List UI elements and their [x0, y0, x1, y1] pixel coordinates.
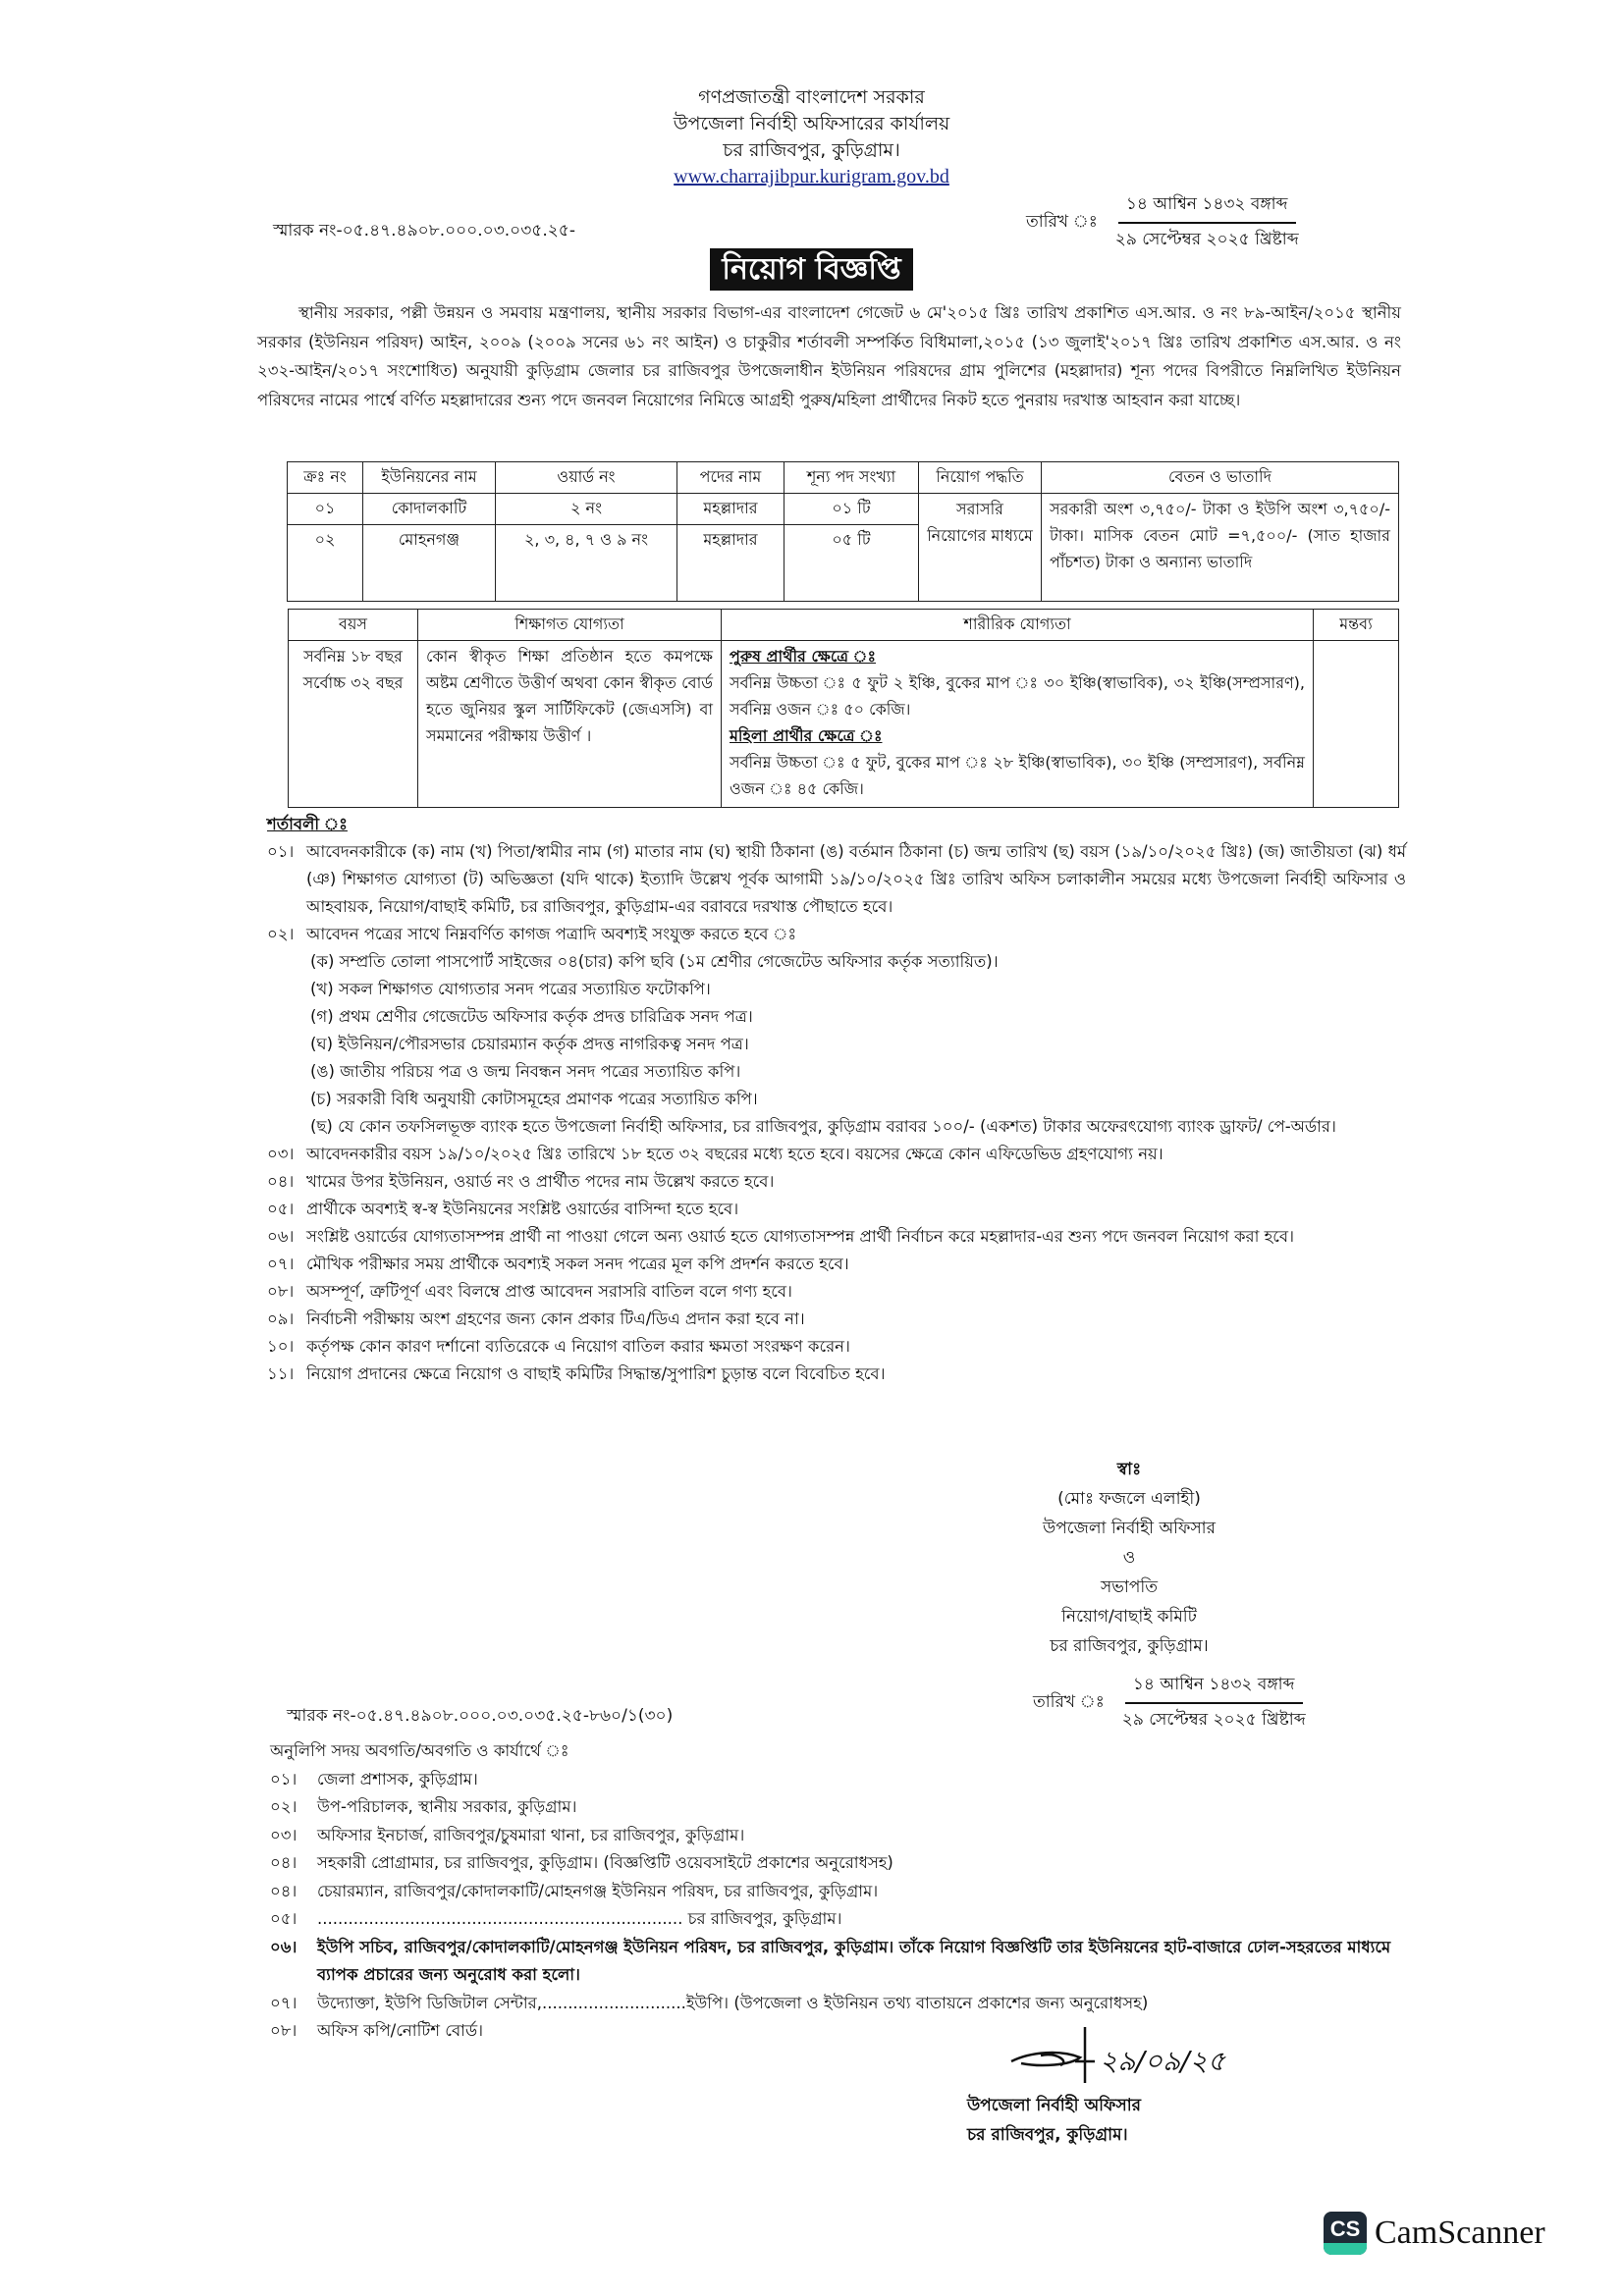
cell-education: কোন স্বীকৃত শিক্ষা প্রতিষ্ঠান হতে কমপক্ষে অষ্টম শ্রেণীতে উত্তীর্ণ অথবা কোন স্বীকৃত বোর্ড হতে জুনিয়র স্কুল সার্টিফিকেট (জেএসসি) বা সমমানের পরীক্ষায় উত্তীর্ণ । [418, 641, 722, 808]
copy-number: ০৭। [270, 1993, 298, 2012]
col-salary: বেতন ও ভাতাদি [1042, 462, 1399, 494]
copy-number: ০২। [270, 1797, 298, 1816]
date-gregorian: ২৯ সেপ্টেম্বর ২০২৫ খ্রিষ্টাব্দ [1121, 1710, 1306, 1730]
date-label: তারিখ ঃ [1033, 1692, 1105, 1712]
col-ward: ওয়ার্ড নং [496, 462, 677, 494]
copy-item [270, 1793, 1409, 1822]
col-method: নিয়োগ পদ্ধতি [919, 462, 1042, 494]
condition-number: ০১। [267, 842, 295, 861]
copy-recipient: ....................................................................... চর রাজিবপুর, কুড়িগ্রাম। [317, 1909, 842, 1928]
copy-recipient: চেয়ারম্যান, রাজিবপুর/কোদালকাটি/মোহনগঞ্জ ইউনিয়ন পরিষদ, চর রাজিবপুর, কুড়িগ্রাম। [317, 1881, 879, 1900]
committee-name: নিয়োগ/বাছাই কমিটি [1061, 1607, 1197, 1627]
copy-recipient: উদ্যোক্তা, ইউপি ডিজিটাল সেন্টার,............................ইউপি। (উপজেলা ও ইউনিয়ন তথ্য বাতায়নে প্রকাশের জন্য অনুরোধসহ) [317, 1993, 1149, 2012]
male-requirements: সর্বনিম্ন উচ্চতা ঃ ৫ ফুট ২ ইঞ্চি, বুকের মাপ ঃ ৩০ ইঞ্চি(স্বাভাবিক), ৩২ ইঞ্চি(সম্প্রসারণ), সর্বনিম্ন ওজন ঃ ৫০ কেজি। [730, 673, 1305, 719]
signature-block [943, 1455, 1316, 1661]
copy-item [270, 1766, 1409, 1794]
condition-number: ০২। [267, 925, 295, 943]
signature-date: ২৯/০৯/২৫ [1100, 2045, 1225, 2077]
cell-physical [722, 641, 1314, 808]
copy-recipient: জেলা প্রশাসক, কুড়িগ্রাম। [317, 1769, 478, 1789]
condition-number: ০৩। [267, 1145, 295, 1163]
attachment-item: (খ) সকল শিক্ষাগত যোগ্যতার সনদ পত্রের সত্যায়িত ফটোকপি। [310, 980, 711, 998]
cell-union: কোদালকাটি [363, 494, 496, 525]
copy-recipient: ইউপি সচিব, রাজিবপুর/কোদালকাটি/মোহনগঞ্জ ইউনিয়ন পরিষদ, চর রাজিবপুর, কুড়িগ্রাম। তাঁকে নিয়োগ বিজ্ঞপ্তিটি তার ইউনিয়নের হাট-বাজারে ঢোল-সহরতের মাধ্যমে ব্যাপক প্রচারের জন্য অনুরোধ করা হলো। [317, 1937, 1391, 1984]
copy-recipient: সহকারী প্রোগ্রামার, চর রাজিবপুর, কুড়িগ্রাম। (বিজ্ঞপ্তিটি ওয়েবসাইটে প্রকাশের অনুরোধসহ) [317, 1853, 893, 1872]
condition-item [267, 1251, 1406, 1278]
cell-union: মোহনগঞ্জ [363, 525, 496, 602]
copy-number: ০১। [270, 1769, 298, 1789]
copy-item [270, 1878, 1409, 1906]
signature-block-2 [967, 2091, 1242, 2150]
copy-recipient: অফিস কপি/নোটিশ বোর্ড। [317, 2021, 483, 2040]
condition-item [267, 1196, 1406, 1223]
table-row [289, 641, 1399, 808]
cell-salary: সরকারী অংশ ৩,৭৫০/- টাকা ও ইউপি অংশ ৩,৭৫০/- টাকা। মাসিক বেতন মোট =৭,৫০০/- (সাত হাজার পাঁচশত) টাকা ও অন্যান্য ভাতাদি [1042, 494, 1399, 602]
cell-vacancies: ০৫ টি [784, 525, 919, 602]
condition-text: অসম্পূর্ণ, ত্রুটিপূর্ণ এবং বিলম্বে প্রাপ্ত আবেদন সরাসরি বাতিল বলে গণ্য হবে। [306, 1282, 792, 1301]
copy-item [270, 1849, 1409, 1878]
copy-item [270, 1905, 1409, 1934]
copy-item [270, 1990, 1409, 2018]
condition-item [267, 1141, 1406, 1168]
condition-item [267, 1223, 1406, 1251]
col-serial: ক্রঃ নং [288, 462, 363, 494]
female-heading: মহিলা প্রার্থীর ক্ষেত্রে ঃ [730, 726, 883, 745]
col-union: ইউনিয়নের নাম [363, 462, 496, 494]
condition-number: ০৫। [267, 1200, 295, 1218]
condition-number: ১০। [267, 1337, 295, 1356]
copy-number: ০৫। [270, 1909, 298, 1928]
copy-number: ০৬। [270, 1937, 298, 1956]
condition-text: আবেদন পত্রের সাথে নিম্নবর্ণিত কাগজ পত্রাদি অবশ্যই সংযুক্ত করতে হবে ঃ [306, 925, 797, 943]
col-vacancies: শূন্য পদ সংখ্যা [784, 462, 919, 494]
vacancy-table-header [288, 462, 1399, 494]
copy-number: ০৮। [270, 2021, 298, 2040]
copy-item [270, 1822, 1409, 1850]
date-gregorian: ২৯ সেপ্টেম্বর ২০২৫ খ্রিষ্টাব্দ [1114, 230, 1299, 249]
attachment-item: (ক) সম্প্রতি তোলা পাসপোর্ট সাইজের ০৪(চার) কপি ছবি (১ম শ্রেণীর গেজেটেড অফিসার কর্তৃক সত্যায়িত)। [310, 952, 999, 971]
office-header [0, 84, 1623, 190]
condition-number: ০৬। [267, 1227, 295, 1246]
copy-item [270, 1934, 1409, 1990]
col-remarks: মন্তব্য [1314, 610, 1399, 641]
signatory-place: চর রাজিবপুর, কুড়িগ্রাম। [1050, 1636, 1209, 1656]
condition-number: ০৪। [267, 1172, 295, 1191]
cell-ward: ২ নং [496, 494, 677, 525]
signatory-name: (মোঃ ফজলে এলাহী) [1057, 1489, 1201, 1509]
copies-heading: অনুলিপি সদয় অবগতি/অবগতি ও কার্যার্থে ঃ [270, 1741, 569, 1760]
attachment-item: (ছ) যে কোন তফসিলভূক্ত ব্যাংক হতে উপজেলা নির্বাহী অফিসার, চর রাজিবপুর, কুড়িগ্রাম বরাবর ১০০/- (একশত) টাকার অফেরৎযোগ্য ব্যাংক ড্রাফট/ পে-অর্ডার। [310, 1117, 1336, 1136]
cell-ward: ২, ৩, ৪, ৭ ও ৯ নং [496, 525, 677, 602]
camscanner-logo-icon: CS [1324, 2212, 1367, 2255]
website-link[interactable]: www.charrajibpur.kurigram.gov.bd [674, 166, 949, 187]
condition-text: নির্বাচনী পরীক্ষায় অংশ গ্রহণের জন্য কোন প্রকার টিএ/ডিএ প্রদান করা হবে না। [306, 1309, 805, 1328]
condition-text: আবেদনকারীকে (ক) নাম (খ) পিতা/স্বামীর নাম (গ) মাতার নাম (ঘ) স্থায়ী ঠিকানা (ঙ) বর্তমান ঠিকানা (চ) জন্ম তারিখ (ছ) বয়স (১৯/১০/২০২৫ খ্রিঃ) (জ) জাতীয়তা (ঝ) ধর্ম (ঞ) শিক্ষাগত যোগ্যতা (ট) অভিজ্ঞতা (যদি থাকে) ইত্যাদি উল্লেখ পূর্বক আগামী ১৯/১০/২০২৫ খ্রিঃ তারিখ অফিস চলাকালীন সময়ের মধ্যে উপজেলা নির্বাহী অফিসার ও আহবায়ক, নিয়োগ/বাছাই কমিটি, চর রাজিবপুর, কুড়িগ্রাম-এর বরাবরে দরখাস্ত পৌছাতে হবে। [306, 842, 1406, 916]
date-bangla: ১৪ আশ্বিন ১৪৩২ বঙ্গাব্দ [1125, 1672, 1303, 1704]
conditions-section [267, 811, 1406, 1388]
cell-vacancies: ০১ টি [784, 494, 919, 525]
condition-number: ০৭। [267, 1255, 295, 1273]
government-name: গণপ্রজাতন্ত্রী বাংলাদেশ সরকার [698, 86, 925, 108]
condition-number: ০৯। [267, 1309, 295, 1328]
signatory-role: সভাপতি [1101, 1577, 1158, 1597]
qualification-table-header [289, 610, 1399, 641]
date-bangla: ১৪ আশ্বিন ১৪৩২ বঙ্গাব্দ [1118, 191, 1296, 224]
cell-post: মহল্লাদার [677, 525, 784, 602]
conditions-heading: শর্তাবলী ঃ [267, 815, 348, 833]
vacancy-table [287, 461, 1399, 602]
table-row [288, 494, 1399, 525]
signed-label: স্বাঃ [1116, 1460, 1142, 1479]
col-post: পদের নাম [677, 462, 784, 494]
cell-post: মহল্লাদার [677, 494, 784, 525]
office-location: চর রাজিবপুর, কুড়িগ্রাম। [723, 139, 900, 161]
cell-serial: ০২ [288, 525, 363, 602]
condition-item [267, 1278, 1406, 1306]
attachment-item: (ঙ) জাতীয় পরিচয় পত্র ও জন্ম নিবন্ধন সনদ পত্রের সত্যায়িত কপি। [310, 1062, 741, 1081]
cell-method: সরাসরি নিয়োগের মাধ্যমে [919, 494, 1042, 602]
copy-recipient: অফিসার ইনচার্জ, রাজিবপুর/চুষমারা থানা, চর রাজিবপুর, কুড়িগ্রাম। [317, 1825, 745, 1844]
condition-item [267, 1361, 1406, 1388]
condition-text: নিয়োগ প্রদানের ক্ষেত্রে নিয়োগ ও বাছাই কমিটির সিদ্ধান্ত/সুপারিশ চুড়ান্ত বলে বিবেচিত হবে। [306, 1364, 886, 1383]
condition-text: সংশ্লিষ্ট ওয়ার্ডের যোগ্যতাসম্পন্ন প্রার্থী না পাওয়া গেলে অন্য ওয়ার্ড হতে যোগ্যতাসম্পন্ন প্রার্থী নির্বাচন করে মহল্লাদার-এর শুন্য পদে জনবল নিয়োগ করা হবে। [306, 1227, 1294, 1246]
office-name: উপজেলা নির্বাহী অফিসারের কার্যালয় [673, 113, 950, 134]
attachment-item: (ঘ) ইউনিয়ন/পৌরসভার চেয়ারম্যান কর্তৃক প্রদত্ত নাগরিকত্ব সনদ পত্র। [310, 1035, 749, 1053]
condition-item [267, 1333, 1406, 1361]
condition-item [267, 1168, 1406, 1196]
intro-paragraph: স্থানীয় সরকার, পল্লী উন্নয়ন ও সমবায় মন্ত্রণালয়, স্থানীয় সরকার বিভাগ-এর বাংলাদেশ গেজেট ৬ মে'২০১৫ খ্রিঃ তারিখ প্রকাশিত এস.আর. ও নং ৮৯-আইন/২০১৫ স্থানীয় সরকার (ইউনিয়ন পরিষদ) আইন, ২০০৯ (২০০৯ সনের ৬১ নং আইন) ও চাকুরীর শর্তাবলী সম্পর্কিত বিধিমালা,২০১৫ (১৩ জুলাই'২০১৭ খ্রিঃ তারিখ প্রকাশিত এস.আর. ও নং ২৩২-আইন/২০১৭ সংশোধিত) অনুযায়ী কুড়িগ্রাম জেলার চর রাজিবপুর উপজেলাধীন ইউনিয়ন পরিষদের গ্রাম পুলিশের (মহল্লাদার) শূন্য পদের বিপরীতে নিম্নলিখিত ইউনিয়ন পরিষদের নামের পার্শ্বে বর্ণিত মহল্লাদারের শুন্য পদে জনবল নিয়োগের নিমিত্তে আগ্রহী পুরুষ/মহিলা প্রার্থীদের নিকট হতে পুনরায় দরখাস্ত আহবান করা যাচ্ছে। [257, 303, 1401, 409]
memo-number: স্মারক নং-০৫.৪৭.৪৯০৮.০০০.০৩.০৩৫.২৫- [273, 221, 575, 240]
handwritten-signature [1001, 2022, 1296, 2091]
condition-text: প্রার্থীকে অবশ্যই স্ব-স্ব ইউনিয়নের সংশ্লিষ্ট ওয়ার্ডের বাসিন্দা হতে হবে। [306, 1200, 739, 1218]
memo2-number: স্মারক নং-০৫.৪৭.৪৯০৮.০০০.০৩.০৩৫.২৫-৮৬০/১(৩০) [287, 1706, 674, 1726]
col-age: বয়স [289, 610, 418, 641]
female-requirements: সর্বনিম্ন উচ্চতা ঃ ৫ ফুট, বুকের মাপ ঃ ২৮ ইঞ্চি(স্বাভাবিক), ৩০ ইঞ্চি (সম্প্রসারণ), সর্বনিম্ন ওজন ঃ ৪৫ কেজি। [730, 753, 1305, 798]
condition-text: খামের উপর ইউনিয়ন, ওয়ার্ড নং ও প্রার্থীত পদের নাম উল্লেখ করতে হবে। [306, 1172, 775, 1191]
conjunction: ও [1122, 1548, 1136, 1568]
condition-number: ০৮। [267, 1282, 295, 1301]
signatory-place: চর রাজিবপুর, কুড়িগ্রাম। [967, 2125, 1128, 2145]
signatory-designation: উপজেলা নির্বাহী অফিসার [1043, 1519, 1216, 1538]
col-education: শিক্ষাগত যোগ্যতা [418, 610, 722, 641]
condition-text: আবেদনকারীর বয়স ১৯/১০/২০২৫ খ্রিঃ তারিখে ১৮ হতে ৩২ বছরের মধ্যে হতে হবে। বয়সের ক্ষেত্রে কোন এফিডেভিড গ্রহণযোগ্য নয়। [306, 1145, 1163, 1163]
col-physical: শারীরিক যোগ্যতা [722, 610, 1314, 641]
copy-recipient: উপ-পরিচালক, স্থানীয় সরকার, কুড়িগ্রাম। [317, 1797, 577, 1816]
condition-item [267, 838, 1406, 921]
copy-number: ০৪। [270, 1853, 298, 1872]
copy-number: ০৪। [270, 1881, 298, 1900]
attachment-item: (গ) প্রথম শ্রেণীর গেজেটেড অফিসার কর্তৃক প্রদত্ত চারিত্রিক সনদ পত্র। [310, 1007, 753, 1026]
condition-item [267, 921, 1406, 948]
camscanner-brand: CamScanner [1375, 2215, 1545, 2251]
cell-serial: ০১ [288, 494, 363, 525]
cell-age: সর্বনিম্ন ১৮ বছর সর্বোচ্চ ৩২ বছর [289, 641, 418, 808]
date-block-2 [1033, 1672, 1314, 1735]
date-label: তারিখ ঃ [1026, 212, 1098, 232]
signatory-designation: উপজেলা নির্বাহী অফিসার [967, 2096, 1141, 2115]
cell-remarks [1314, 641, 1399, 808]
condition-item [267, 1306, 1406, 1333]
qualification-table [288, 609, 1399, 808]
condition-text: মৌখিক পরীক্ষার সময় প্রার্থীকে অবশ্যই সকল সনদ পত্রের মূল কপি প্রদর্শন করতে হবে। [306, 1255, 849, 1273]
notice-title: নিয়োগ বিজ্ঞপ্তি [710, 248, 912, 291]
condition-number: ১১। [267, 1364, 295, 1383]
condition-text: কর্তৃপক্ষ কোন কারণ দর্শানো ব্যতিরেকে এ নিয়োগ বাতিল করার ক্ষমতা সংরক্ষণ করেন। [306, 1337, 850, 1356]
attachment-item: (চ) সরকারী বিধি অনুযায়ী কোটাসমূহের প্রমাণক পত্রের সত্যায়িত কপি। [310, 1090, 758, 1108]
copy-distribution [270, 1737, 1409, 2046]
copy-number: ০৩। [270, 1825, 298, 1844]
camscanner-watermark [1324, 2212, 1545, 2255]
male-heading: পুরুষ প্রার্থীর ক্ষেত্রে ঃ [730, 647, 877, 666]
